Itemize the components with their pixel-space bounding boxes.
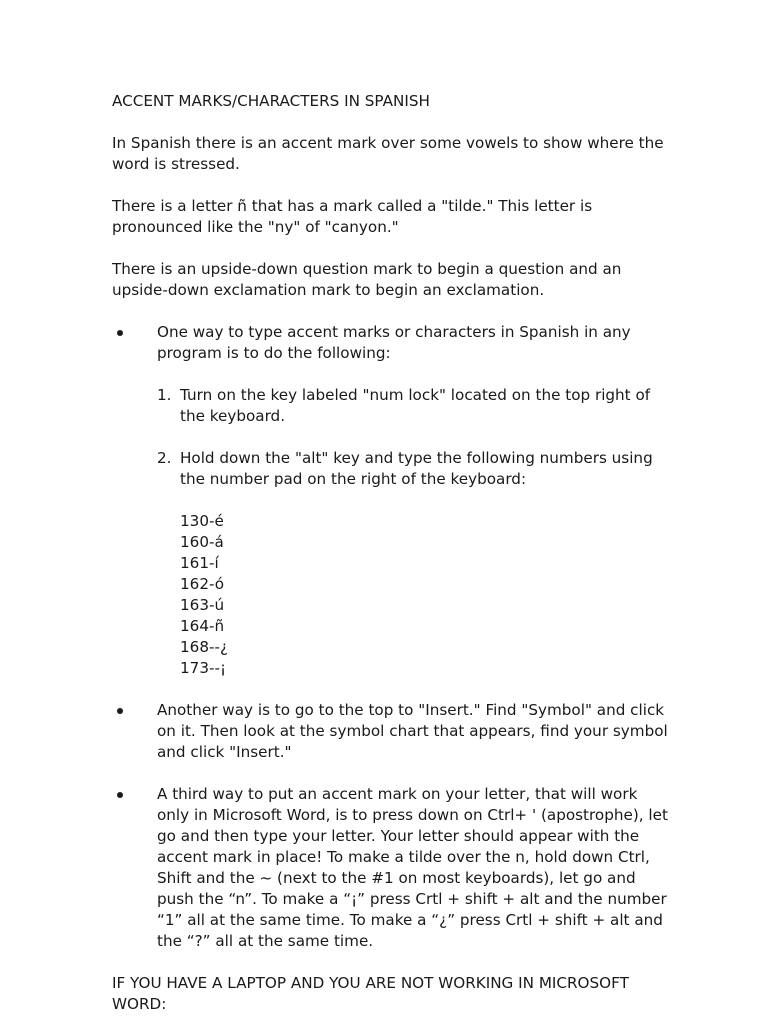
step-text-2: Hold down the "alt" key and type the following numbers using the number pad on the right of the keyboard: xyxy=(180,449,653,488)
intro-paragraph-2: There is a letter ñ that has a mark called a "tilde." This letter is pronounced like the "ny" of "canyon." xyxy=(112,197,593,236)
methods-list xyxy=(112,322,672,952)
alt-code: 161-í xyxy=(180,554,219,572)
method-text-3: A third way to put an accent mark on your letter, that will work only in Microsoft Word, is to press down on Ctrl+ ' (apostrophe), let go and then type your letter. Your letter should appear with the accent mark in place! To make a tilde over the n, hold down Ctrl, Shift and the ~ (next to the #1 on most keyboards), let go and push the “n”. To make a “¡” press Crtl + shift + alt and the number “1” all at the same time. To make a “¿” press Crtl + shift + alt and the “?” all at the same time. xyxy=(157,785,668,950)
alt-code: 162-ó xyxy=(180,575,225,593)
method-item-2 xyxy=(112,700,672,763)
bullet-icon xyxy=(117,792,123,798)
steps-list xyxy=(157,385,672,679)
step-item-2 xyxy=(157,448,672,679)
step-text-1: Turn on the key labeled "num lock" located on the top right of the keyboard. xyxy=(180,386,651,425)
alt-code: 160-á xyxy=(180,533,224,551)
step-item-1 xyxy=(157,385,672,427)
step-number-1: 1. xyxy=(157,386,172,404)
document-page xyxy=(112,91,672,1036)
bullet-icon xyxy=(117,708,123,714)
method-text-2: Another way is to go to the top to "Insert." Find "Symbol" and click on it. Then look at the symbol chart that appears, find your symbol and click "Insert." xyxy=(157,701,668,761)
method-item-1 xyxy=(112,322,672,679)
step-number-2: 2. xyxy=(157,449,172,467)
alt-code: 168--¿ xyxy=(180,638,229,656)
alt-code: 163-ú xyxy=(180,596,225,614)
method-text-1: One way to type accent marks or characters in Spanish in any program is to do the following: xyxy=(157,323,631,362)
intro-paragraph-1: In Spanish there is an accent mark over some vowels to show where the word is stressed. xyxy=(112,134,664,173)
document-title: ACCENT MARKS/CHARACTERS IN SPANISH xyxy=(112,92,430,110)
alt-codes-list xyxy=(180,511,672,679)
laptop-section-heading: IF YOU HAVE A LAPTOP AND YOU ARE NOT WORKING IN MICROSOFT WORD: xyxy=(112,974,629,1013)
alt-code: 164-ñ xyxy=(180,617,225,635)
alt-code: 130-é xyxy=(180,512,224,530)
alt-code: 173--¡ xyxy=(180,659,227,677)
bullet-icon xyxy=(117,330,123,336)
intro-paragraph-3: There is an upside-down question mark to begin a question and an upside-down exclamation mark to begin an exclamation. xyxy=(112,260,622,299)
method-item-3 xyxy=(112,784,672,952)
